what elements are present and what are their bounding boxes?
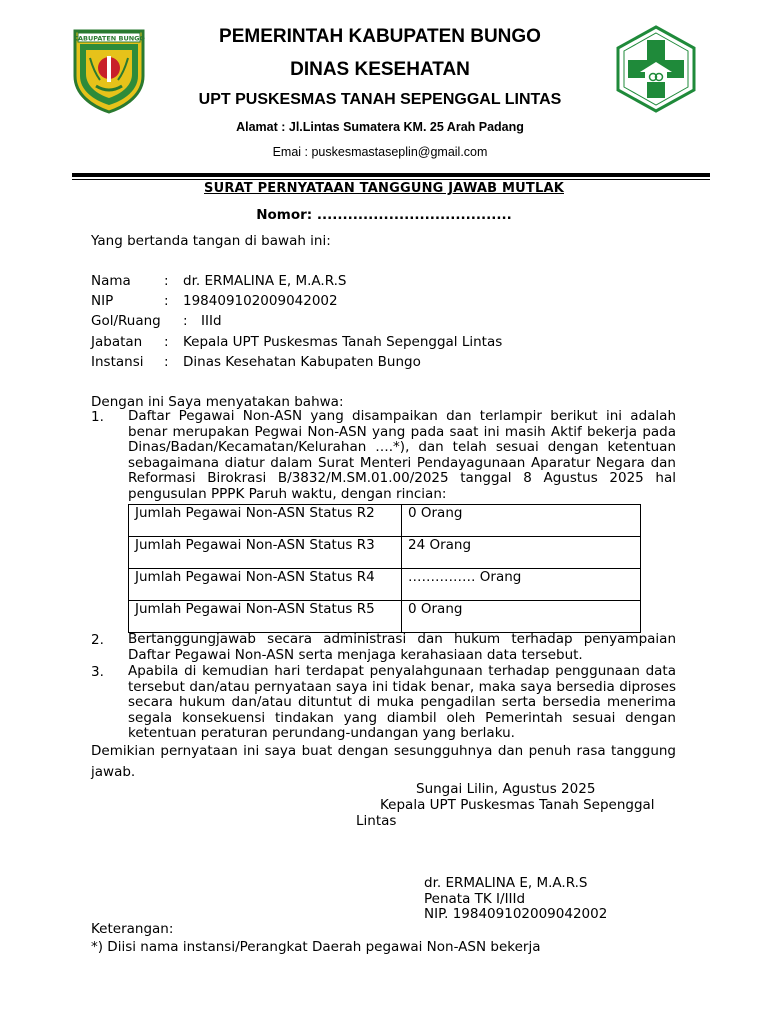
statement-item-1: Daftar Pegawai Non-ASN yang disampaikan dan terlampir berikut ini adalah benar merupakan Pegwai Non-ASN yang pada saat ini masih Aktif bekerja pada Dinas/Badan/Kecamatan/Kelurahan ….*), dan telah sesuai dengan ketentuan sebagaimana diatur dalam Surat Menteri Pendayagunaan Aparatur Negara dan Reformasi Birokrasi B/3832/M.SM.01.00/2025 tanggal 8 Agustus 2025 hal pengusulan PPPK Paruh waktu, dengan rincian: (128, 408, 676, 502)
signature-place-date: Sungai Lilin, Agustus 2025 (416, 781, 596, 797)
identity-value-rank: IIId (201, 313, 222, 329)
employee-count-table (128, 504, 641, 633)
signature-rank: Penata TK I/IIId (424, 891, 526, 907)
kabupaten-bungo-crest-logo (72, 28, 146, 114)
identity-label: Instansi (91, 354, 144, 370)
letterhead-unit: UPT PUSKESMAS TANAH SEPENGGAL LINTAS (198, 91, 562, 108)
identity-label: Gol/Ruang (91, 313, 161, 329)
signature-name: dr. ERMALINA E, M.A.R.S (424, 875, 588, 891)
notes-label: Keterangan: (91, 921, 174, 937)
document-title: SURAT PERNYATAAN TANGGUNG JAWAB MUTLAK (204, 181, 564, 196)
list-number: 2. (91, 632, 104, 648)
identity-separator: : (164, 293, 169, 309)
statement-item-3: Apabila di kemudian hari terdapat penyalahgunaan terhadap penggunaan data tersebut dan/atau pernyataan saya ini tidak benar, maka saya bersedia diproses secara hukum dan/atau dituntut di muka pengadilan serta bersedia menerima segala konsekuensi tindakan yang diambil oleh Pemerintah sesuai dengan ketentuan peraturan perundang-undangan yang berlaku. (128, 663, 676, 742)
signature-nip: NIP. 198409102009042002 (424, 906, 608, 922)
letterhead-rule-thin (72, 179, 710, 180)
identity-value-name: dr. ERMALINA E, M.A.R.S (183, 273, 347, 289)
identity-value-nip: 198409102009042002 (183, 293, 338, 309)
table-row (129, 601, 641, 633)
table-cell-value: 0 Orang (402, 505, 641, 537)
identity-label: Jabatan (91, 334, 143, 350)
statement-item-2: Bertanggungjawab secara administrasi dan hukum terhadap penyampaian Daftar Pegawai Non-ASN serta menjaga kerahasiaan data tersebut. (128, 631, 676, 663)
table-cell-label: Jumlah Pegawai Non-ASN Status R2 (129, 505, 402, 537)
table-cell-value: …………… Orang (402, 569, 641, 601)
document-number: Nomor: ...................................... (256, 207, 512, 223)
puskesmas-logo (614, 24, 698, 114)
intro-text: Yang bertanda tangan di bawah ini: (91, 233, 331, 249)
table-row (129, 569, 641, 601)
table-cell-label: Jumlah Pegawai Non-ASN Status R3 (129, 537, 402, 569)
identity-value-position: Kepala UPT Puskesmas Tanah Sepenggal Lintas (183, 334, 503, 350)
closing-statement: Demikian pernyataan ini saya buat dengan sesungguhnya dan penuh rasa tanggung jawab. (91, 743, 676, 780)
letterhead-department: DINAS KESEHATAN (290, 59, 470, 80)
identity-separator: : (183, 313, 188, 329)
letterhead-rule-thick (72, 173, 710, 177)
notes-item: *) Diisi nama instansi/Perangkat Daerah pegawai Non-ASN bekerja (91, 939, 541, 955)
letterhead-government: PEMERINTAH KABUPATEN BUNGO (219, 26, 541, 47)
list-number: 3. (91, 664, 104, 680)
statement-lead: Dengan ini Saya menyatakan bahwa: (91, 394, 344, 410)
list-number: 1. (91, 409, 104, 425)
letterhead-email: Emai : puskesmastaseplin@gmail.com (272, 145, 488, 159)
table-cell-value: 0 Orang (402, 601, 641, 633)
letterhead-address: Alamat : Jl.Lintas Sumatera KM. 25 Arah Padang (236, 120, 524, 134)
identity-label: Nama (91, 273, 131, 289)
identity-value-institution: Dinas Kesehatan Kabupaten Bungo (183, 354, 421, 370)
table-cell-label: Jumlah Pegawai Non-ASN Status R4 (129, 569, 402, 601)
table-row (129, 537, 641, 569)
signature-position-line2: Lintas (356, 813, 397, 829)
table-row (129, 505, 641, 537)
crest-banner-text: KABUPATEN BUNGO (72, 34, 146, 43)
identity-separator: : (164, 354, 169, 370)
table-cell-label: Jumlah Pegawai Non-ASN Status R5 (129, 601, 402, 633)
table-cell-value: 24 Orang (402, 537, 641, 569)
identity-separator: : (164, 273, 169, 289)
identity-separator: : (164, 334, 169, 350)
identity-label: NIP (91, 293, 114, 309)
signature-position-line1: Kepala UPT Puskesmas Tanah Sepenggal (380, 797, 655, 813)
